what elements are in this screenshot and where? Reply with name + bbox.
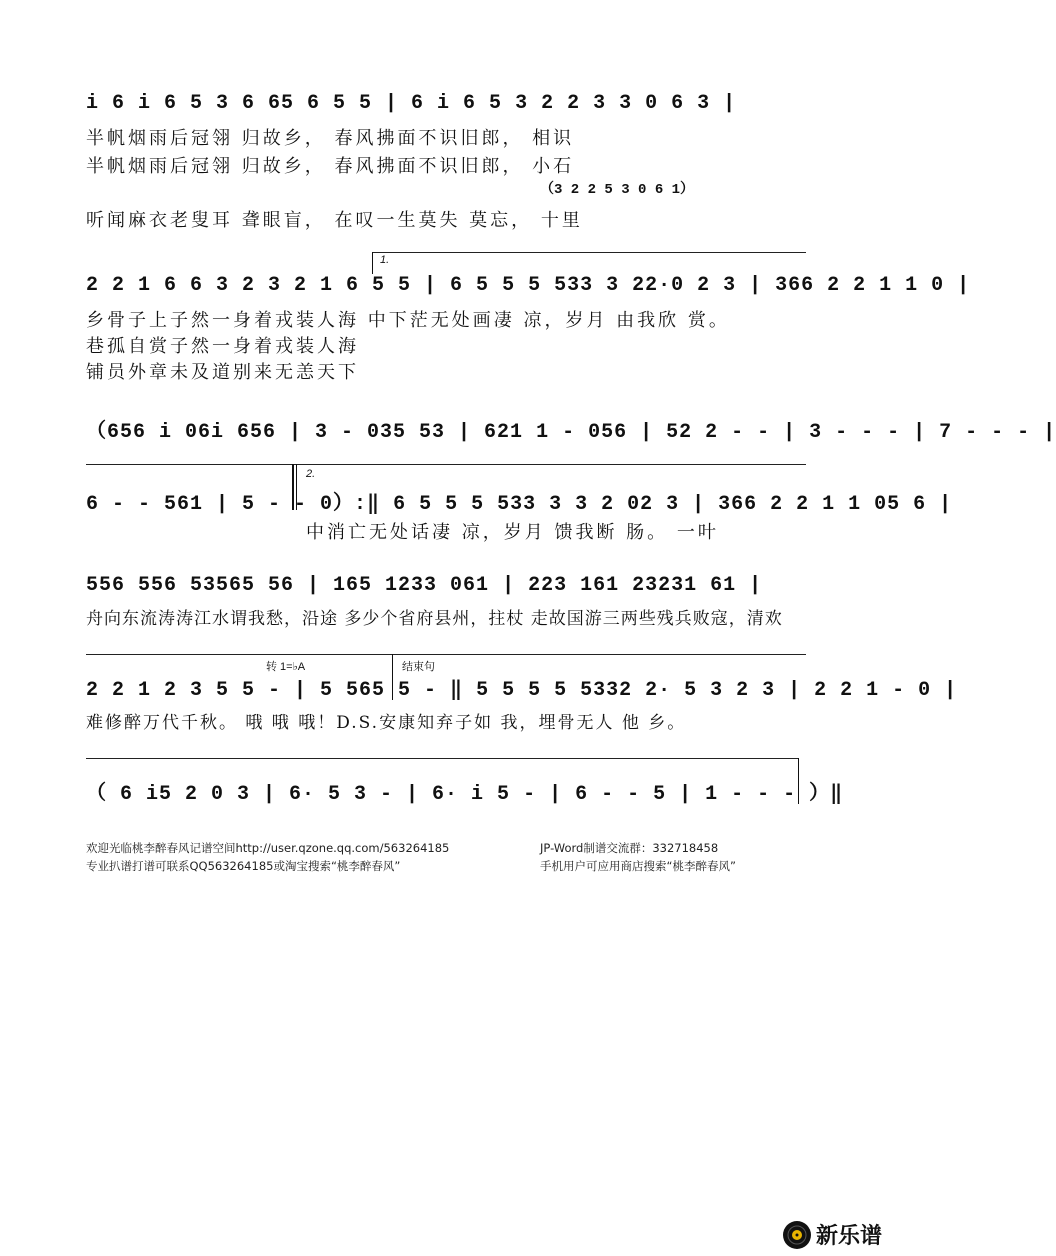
logo xyxy=(782,1219,882,1250)
volta-1-label: 1. xyxy=(380,254,390,266)
system7-top-line xyxy=(86,758,798,759)
system6-lyric-1: 难修醉万代千秋。 哦 哦 哦！D.S.安康知弃子如 我，埋骨无人 他 乡。 xyxy=(86,713,687,733)
system1-lyric-3: 听闻麻衣老叟耳 聋眼盲， 在叹一生莫失 莫忘， 十里 xyxy=(86,210,583,231)
system2-lyric-1: 乡骨子上子然一身着戎装人海 中下茫无处画凄 凉，岁月 由我欣 赏。 xyxy=(86,310,730,331)
volta-1-bracket xyxy=(372,252,806,253)
system2-lyric-3: 铺员外章未及道别来无恙天下 xyxy=(86,362,359,383)
key-change-label: 转 1=♭A xyxy=(266,661,306,673)
system1-interlude: （3 2 2 5 3 0 6 1） xyxy=(540,182,695,198)
system5-notes: 556 556 53565 56 | 165 1233 061 | 223 161 23231 61 | xyxy=(86,574,763,597)
volta-1-hook xyxy=(372,252,373,274)
system4-top-line xyxy=(86,464,806,465)
system1-lyric-1: 半帆烟雨后冠翎 归故乡， 春风拂面不识旧郎， 相识 xyxy=(86,128,575,149)
system7-notes: （ 6 i5 2 0 3 | 6· 5 3 - | 6· i 5 - | 6 - - 5 | 1 - - - ）‖ xyxy=(86,783,844,806)
footer-line2-left: 专业扒谱打谱可联系QQ563264185或淘宝搜索“桃李醉春风” xyxy=(86,859,401,873)
system4-lyric-1: 中消亡无处话凄 凉，岁月 馈我断 肠。 一叶 xyxy=(306,522,719,543)
footer-line1-right: JP-Word制谱交流群：332718458 xyxy=(540,841,719,855)
ending-label: 结束句 xyxy=(402,661,435,673)
system5-lyric-1: 舟向东流涛涛江水谓我愁，沿途 多少个省府县州，拄杖 走故国游三两些残兵败寇，清欢 xyxy=(86,609,783,629)
system4-notes: 6 - - 561 | 5 - - 0）:‖ 6 5 5 5 533 3 3 2 02 3 | 366 2 2 1 1 05 6 | xyxy=(86,493,953,516)
footer-line1-left: 欢迎光临桃李醉春风记谱空间http://user.qzone.qq.com/563264185 xyxy=(86,841,450,855)
system1-lyric-2: 半帆烟雨后冠翎 归故乡， 春风拂面不识旧郎， 小石 xyxy=(86,156,575,177)
vinyl-record-icon xyxy=(782,1220,812,1250)
system3-notes: （656 i 06i 656 | 3 - 035 53 | 621 1 - 056 | 52 2 - - | 3 - - - | 7 - - - | xyxy=(86,421,1056,444)
system6-top-line xyxy=(86,654,806,655)
system2-lyric-2: 巷孤自赏子然一身着戎装人海 xyxy=(86,336,359,357)
system6-notes: 2 2 1 2 3 5 5 - | 5 565 5 - ‖ 5 5 5 5 5332 2· 5 3 2 3 | 2 2 1 - 0 | xyxy=(86,679,958,702)
system1-notes: i 6 i 6 5 3 6 65 6 5 5 | 6 i 6 5 3 2 2 3 3 0 6 3 | xyxy=(86,92,737,115)
system2-notes: 2 2 1 6 6 3 2 3 2 1 6 5 5 | 6 5 5 5 533 3 22·0 2 3 | 366 2 2 1 1 0 | xyxy=(86,274,971,297)
footer-line2-right: 手机用户可应用商店搜索“桃李醉春风” xyxy=(540,859,736,873)
volta-2-label: 2. xyxy=(306,468,316,480)
logo-text: 新乐谱 xyxy=(815,1224,882,1249)
